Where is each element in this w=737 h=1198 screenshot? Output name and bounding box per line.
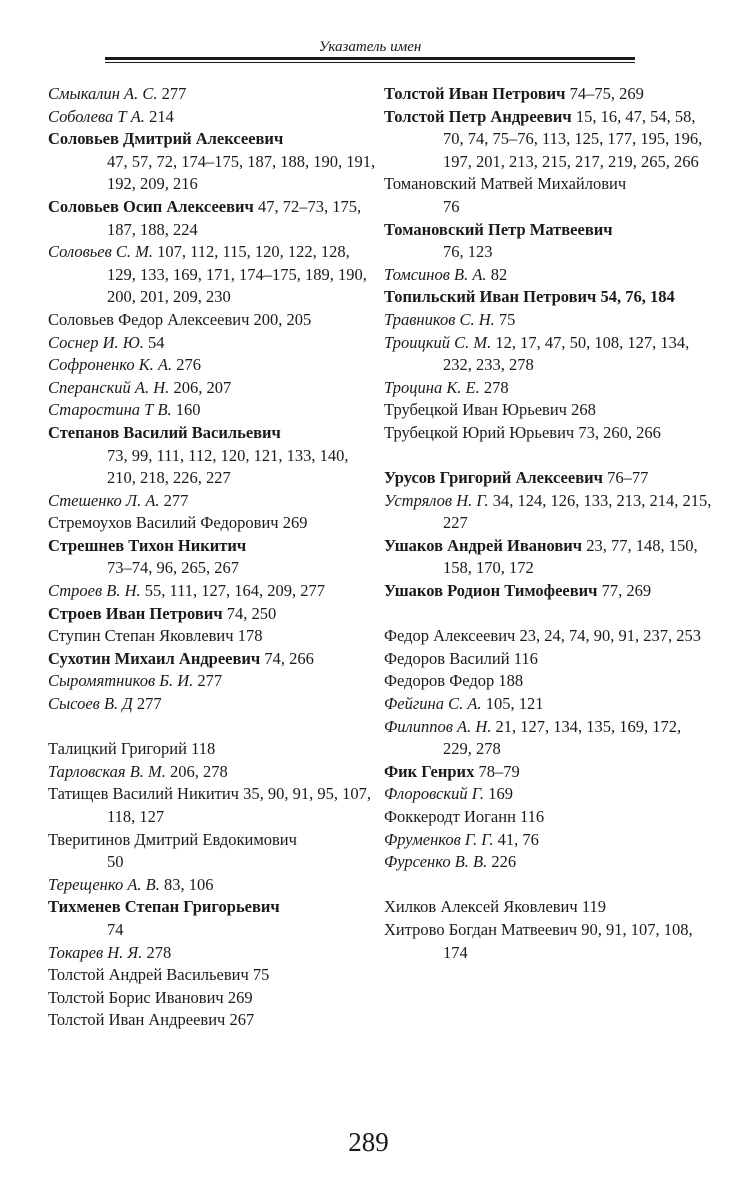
index-entry: [384, 422, 714, 445]
index-entry: [384, 332, 714, 377]
index-entry: [384, 919, 714, 964]
entry-pages: 55, 111, 127, 164, 209, 277: [144, 581, 326, 601]
index-entry: [384, 83, 714, 106]
entry-name: Фейгина С. А.: [384, 694, 482, 714]
index-entry: [48, 964, 378, 987]
index-column-right: [384, 83, 714, 964]
entry-pages: 83, 106: [163, 874, 214, 894]
letter-group-gap: [384, 603, 714, 626]
entry-pages: 35, 90, 91, 95, 107, 118, 127: [107, 784, 371, 826]
entry-name: Хитрово Богдан Матвеевич: [384, 919, 578, 939]
entry-name: Талицкий Григорий: [48, 739, 187, 759]
entry-pages: 277: [163, 490, 189, 510]
entry-name: Урусов Григорий Алексеевич: [384, 468, 603, 488]
index-entry: [384, 490, 714, 535]
entry-name: Токарев Н. Я.: [48, 942, 143, 962]
index-entry: [384, 851, 714, 874]
header-title: Указатель имен: [318, 39, 422, 55]
entry-pages: 82: [490, 264, 508, 284]
index-entry: [48, 106, 378, 129]
entry-pages: 200, 205: [253, 309, 312, 329]
index-entry: [384, 377, 714, 400]
index-entry: [48, 761, 378, 784]
index-entry: [384, 219, 714, 264]
entry-name: Толстой Иван Андреевич: [48, 1010, 226, 1030]
entry-pages: 77, 269: [601, 581, 652, 601]
index-entry: [48, 399, 378, 422]
index-entry: [48, 829, 378, 874]
entry-name: Софроненко К. А.: [48, 355, 173, 375]
entry-name: Сухотин Михаил Андреевич: [48, 648, 261, 668]
index-entry: [384, 625, 714, 648]
index-entry: [48, 987, 378, 1010]
entry-name: Стрешнев Тихон Никитич: [48, 535, 247, 555]
index-entry: [48, 196, 378, 241]
entry-name: Топильский Иван Петрович: [384, 287, 597, 307]
index-entry: [48, 783, 378, 828]
index-entry: [48, 535, 378, 580]
entry-pages: 47, 57, 72, 174–175, 187, 188, 190, 191, 192, 209, 216: [107, 151, 376, 194]
index-entry: [48, 942, 378, 965]
entry-pages: 269: [282, 513, 308, 533]
entry-pages: 277: [197, 671, 223, 691]
entry-name: Троицкий С. М.: [384, 332, 492, 352]
entry-name: Тверитинов Дмитрий Евдокимович: [48, 829, 297, 849]
entry-name: Степанов Василий Васильевич: [48, 422, 281, 442]
index-entry: [384, 173, 714, 218]
entry-name: Троцина К. Е.: [384, 377, 480, 397]
index-entry: [384, 106, 714, 174]
entry-name: Ступин Степан Яковлевич: [48, 626, 234, 646]
entry-name: Трубецкой Иван Юрьевич: [384, 400, 567, 420]
entry-name: Ушаков Родион Тимофеевич: [384, 581, 598, 601]
entry-pages: 74, 266: [264, 648, 314, 668]
letter-group-gap: [48, 716, 378, 739]
entry-pages: 278: [483, 377, 509, 397]
letter-group-gap: [384, 445, 714, 468]
index-entry: [384, 264, 714, 287]
entry-name: Филиппов А. Н.: [384, 716, 492, 736]
index-entry: [48, 332, 378, 355]
entry-pages: 15, 16, 47, 54, 58, 70, 74, 75–76, 113, 125, 177, 195, 196, 197, 201, 213, 215, 217, 219, 265, 266: [443, 106, 703, 171]
index-entry: [48, 354, 378, 377]
entry-name: Томановский Петр Матвеевич: [384, 219, 613, 239]
entry-name: Соловьев Федор Алексеевич: [48, 309, 250, 329]
entry-name: Федор Алексеевич: [384, 626, 516, 646]
page-number: 289: [348, 1127, 389, 1157]
entry-pages: 206, 278: [170, 761, 228, 781]
entry-pages: 54: [148, 332, 165, 352]
entry-name: Татищев Василий Никитич: [48, 784, 239, 804]
entry-name: Тарловская В. М.: [48, 761, 166, 781]
entry-pages: 23, 24, 74, 90, 91, 237, 253: [519, 626, 701, 646]
header-rule-thin: [105, 62, 635, 63]
index-entry: [48, 512, 378, 535]
entry-pages: 21, 127, 134, 135, 169, 172, 229, 278: [443, 716, 682, 759]
entry-name: Строев В. Н.: [48, 581, 141, 601]
entry-pages: 76: [443, 196, 460, 216]
index-column-left: [48, 83, 378, 1032]
index-entry: [48, 648, 378, 671]
entry-name: Строев Иван Петрович: [48, 603, 223, 623]
header-rule-thick: [105, 57, 635, 60]
entry-name: Фоккеродт Иоганн: [384, 807, 516, 826]
index-entry: [48, 625, 378, 648]
entry-name: Старостина Т В.: [48, 400, 172, 420]
entry-pages: 116: [513, 648, 538, 668]
entry-pages: 47, 72–73, 175, 187, 188, 224: [107, 196, 362, 239]
entry-name: Сыромятников Б. И.: [48, 671, 194, 691]
entry-name: Трубецкой Юрий Юрьевич: [384, 422, 575, 442]
entry-pages: 226: [491, 852, 517, 872]
entry-name: Терещенко А. В.: [48, 874, 160, 894]
index-entry: [384, 467, 714, 490]
index-entry: [384, 829, 714, 852]
entry-pages: 276: [176, 355, 202, 375]
entry-name: Толстой Андрей Васильевич: [48, 965, 249, 985]
entry-name: Фурсенко В. В.: [384, 852, 488, 872]
entry-name: Тихменев Степан Григорьевич: [48, 897, 280, 917]
letter-group-gap: [384, 874, 714, 897]
entry-pages: 277: [161, 84, 187, 103]
entry-pages: 105, 121: [485, 694, 544, 714]
index-entry: [384, 896, 714, 919]
entry-pages: 206, 207: [173, 377, 232, 397]
entry-pages: 178: [237, 626, 263, 646]
entry-name: Федоров Василий: [384, 648, 510, 668]
running-header: [105, 38, 635, 63]
entry-name: Толстой Иван Петрович: [384, 84, 566, 103]
entry-pages: 277: [136, 694, 162, 714]
index-entry: [384, 716, 714, 761]
entry-pages: 214: [149, 106, 174, 126]
index-entry: [384, 670, 714, 693]
entry-pages: 160: [175, 400, 201, 420]
entry-name: Смыкалин А. С.: [48, 84, 158, 103]
index-entry: [48, 693, 378, 716]
entry-name: Устрялов Н. Г.: [384, 490, 489, 510]
entry-name: Сысоев В. Д: [48, 694, 133, 714]
entry-pages: 54, 76, 184: [600, 287, 675, 307]
entry-pages: 269: [227, 987, 253, 1007]
entry-pages: 34, 124, 126, 133, 213, 214, 215, 227: [443, 490, 712, 533]
index-entry: [48, 83, 378, 106]
entry-name: Стешенко Л. А.: [48, 490, 160, 510]
entry-name: Флоровский Г.: [384, 784, 485, 804]
entry-pages: 73, 260, 266: [578, 422, 661, 442]
entry-pages: 169: [488, 784, 513, 804]
entry-pages: 41, 76: [497, 829, 539, 849]
index-entry: [48, 1009, 378, 1032]
entry-pages: 267: [229, 1010, 255, 1030]
index-entry: [384, 783, 714, 806]
entry-name: Соболева Т А.: [48, 106, 145, 126]
index-entry: [384, 693, 714, 716]
entry-pages: 74, 250: [226, 603, 277, 623]
index-entry: [384, 648, 714, 671]
entry-pages: 78–79: [478, 761, 520, 781]
entry-name: Толстой Петр Андреевич: [384, 106, 572, 126]
index-entry: [48, 670, 378, 693]
entry-name: Травников С. Н.: [384, 309, 495, 329]
entry-name: Томановский Матвей Михайлович: [384, 174, 627, 194]
entry-name: Хилков Алексей Яковлевич: [384, 897, 578, 917]
entry-name: Толстой Борис Иванович: [48, 987, 224, 1007]
index-entry: [384, 535, 714, 580]
index-entry: [384, 286, 714, 309]
entry-name: Сперанский А. Н.: [48, 377, 170, 397]
entry-pages: 76, 123: [443, 242, 493, 262]
entry-pages: 73, 99, 111, 112, 120, 121, 133, 140, 210, 218, 226, 227: [107, 445, 349, 488]
index-entry: [48, 738, 378, 761]
entry-name: Фруменков Г. Г.: [384, 829, 494, 849]
index-entry: [384, 399, 714, 422]
index-entry: [384, 806, 714, 829]
entry-pages: 75: [498, 309, 516, 329]
index-entry: [48, 580, 378, 603]
entry-pages: 278: [146, 942, 172, 962]
entry-pages: 116: [520, 807, 545, 826]
entry-pages: 23, 77, 148, 150, 158, 170, 172: [443, 535, 698, 578]
index-entry: [48, 603, 378, 626]
index-entry: [48, 490, 378, 513]
index-entry: [48, 896, 378, 941]
entry-pages: 50: [107, 852, 124, 872]
entry-pages: 74–75, 269: [569, 84, 644, 103]
entry-pages: 118: [191, 739, 216, 759]
entry-name: Томсинов В. А.: [384, 264, 487, 284]
entry-name: Федоров Федор: [384, 671, 495, 691]
entry-name: Стремоухов Василий Федорович: [48, 513, 279, 533]
entry-name: Соловьев С. М.: [48, 242, 154, 262]
index-entry: [48, 241, 378, 309]
entry-name: Фик Генрих: [384, 761, 475, 781]
entry-pages: 268: [571, 400, 596, 420]
entry-pages: 90, 91, 107, 108, 174: [443, 919, 693, 962]
entry-pages: 107, 112, 115, 120, 122, 128, 129, 133, 169, 171, 174–175, 189, 190, 200, 201, 209, 230: [107, 242, 367, 307]
index-entry: [48, 309, 378, 332]
entry-name: Соснер И. Ю.: [48, 332, 144, 352]
index-entry: [384, 309, 714, 332]
entry-pages: 74: [107, 919, 124, 939]
entry-name: Соловьев Дмитрий Алексеевич: [48, 129, 284, 149]
entry-name: Ушаков Андрей Иванович: [384, 535, 583, 555]
entry-pages: 119: [581, 897, 606, 917]
entry-pages: 73–74, 96, 265, 267: [107, 558, 239, 578]
index-entry: [48, 874, 378, 897]
index-entry: [384, 761, 714, 784]
entry-name: Соловьев Осип Алексеевич: [48, 196, 254, 216]
index-entry: [48, 128, 378, 196]
entry-pages: 12, 17, 47, 50, 108, 127, 134, 232, 233, 278: [443, 332, 690, 375]
entry-pages: 188: [498, 671, 524, 691]
index-entry: [48, 422, 378, 490]
entry-pages: 75: [252, 965, 270, 985]
entry-pages: 76–77: [607, 468, 649, 488]
index-entry: [384, 580, 714, 603]
index-entry: [48, 377, 378, 400]
